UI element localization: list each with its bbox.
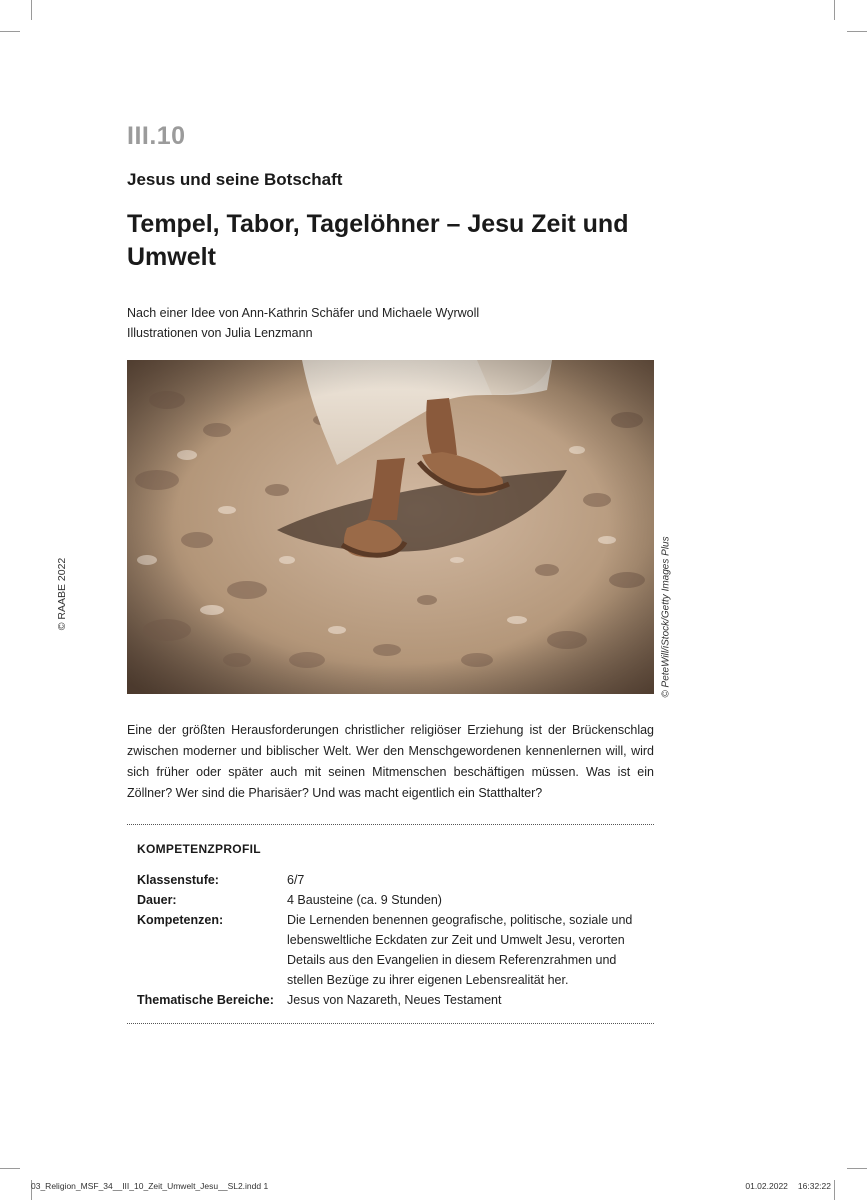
profile-value: Die Lernenden benennen geografische, politische, soziale und lebensweltliche Eckdaten zur Zeit und Umwelt Jesu, verorten Details aus den Evangelien in diesem Referenzrahmen und stellen Bezüge zu ihrer eigenen Lebensrealität her. xyxy=(287,913,633,987)
profile-label: Klassenstufe: xyxy=(137,873,219,887)
footer-time: 16:32:22 xyxy=(797,1181,831,1191)
section-number: III.10 xyxy=(127,122,186,150)
profile-value: Jesus von Nazareth, Neues Testament xyxy=(287,993,502,1007)
unit-subtitle: Jesus und seine Botschaft xyxy=(127,170,343,189)
copyright-text: © RAABE 2022 xyxy=(56,557,68,631)
profile-label: Dauer: xyxy=(137,893,177,907)
crop-mark xyxy=(0,1168,20,1169)
cover-photo xyxy=(127,360,654,694)
crop-mark xyxy=(0,31,20,32)
competence-profile-heading: KOMPETENZPROFIL xyxy=(137,842,261,856)
profile-label: Kompetenzen: xyxy=(137,913,224,927)
footer-filename: 03_Religion_MSF_34__III_10_Zeit_Umwelt_Jesu__SL2.indd 1 xyxy=(31,1181,269,1191)
dotted-divider xyxy=(127,1023,654,1024)
crop-mark xyxy=(834,0,835,20)
illustrations-credit: Illustrationen von Julia Lenzmann xyxy=(127,326,313,340)
dotted-divider xyxy=(127,824,654,825)
crop-mark xyxy=(834,1180,835,1200)
profile-value: 6/7 xyxy=(287,873,305,887)
profile-value: 4 Bausteine (ca. 9 Stunden) xyxy=(287,893,442,907)
crop-mark xyxy=(847,1168,867,1169)
idea-credit: Nach einer Idee von Ann-Kathrin Schäfer und Michaele Wyrwoll xyxy=(127,306,480,320)
crop-mark xyxy=(31,0,32,20)
footer-date: 01.02.2022 xyxy=(745,1181,788,1191)
page-title: Tempel, Tabor, Tagelöhner – Jesu Zeit und Umwelt xyxy=(127,210,629,271)
profile-label: Thematische Bereiche: xyxy=(137,993,274,1007)
footer-timestamp xyxy=(735,1181,831,1191)
sandals-on-rocky-ground-image xyxy=(127,360,654,694)
crop-mark xyxy=(847,31,867,32)
credits-block xyxy=(127,303,479,343)
intro-paragraph: Eine der größten Herausforderungen christlicher religiöser Erziehung ist der Brückenschlag zwischen moderner und biblischer Welt. Wer den Menschgewordenen kennenlernen will, wird sich früher oder später auch mit seinen Mitmenschen beschäftigen müssen. Was ist ein Zöllner? Wer sind die Pharisäer? Und was macht eigentlich ein Statthalter? xyxy=(127,723,654,800)
photo-credit-text: © PeteWill/iStock/Getty Images Plus xyxy=(660,536,672,698)
